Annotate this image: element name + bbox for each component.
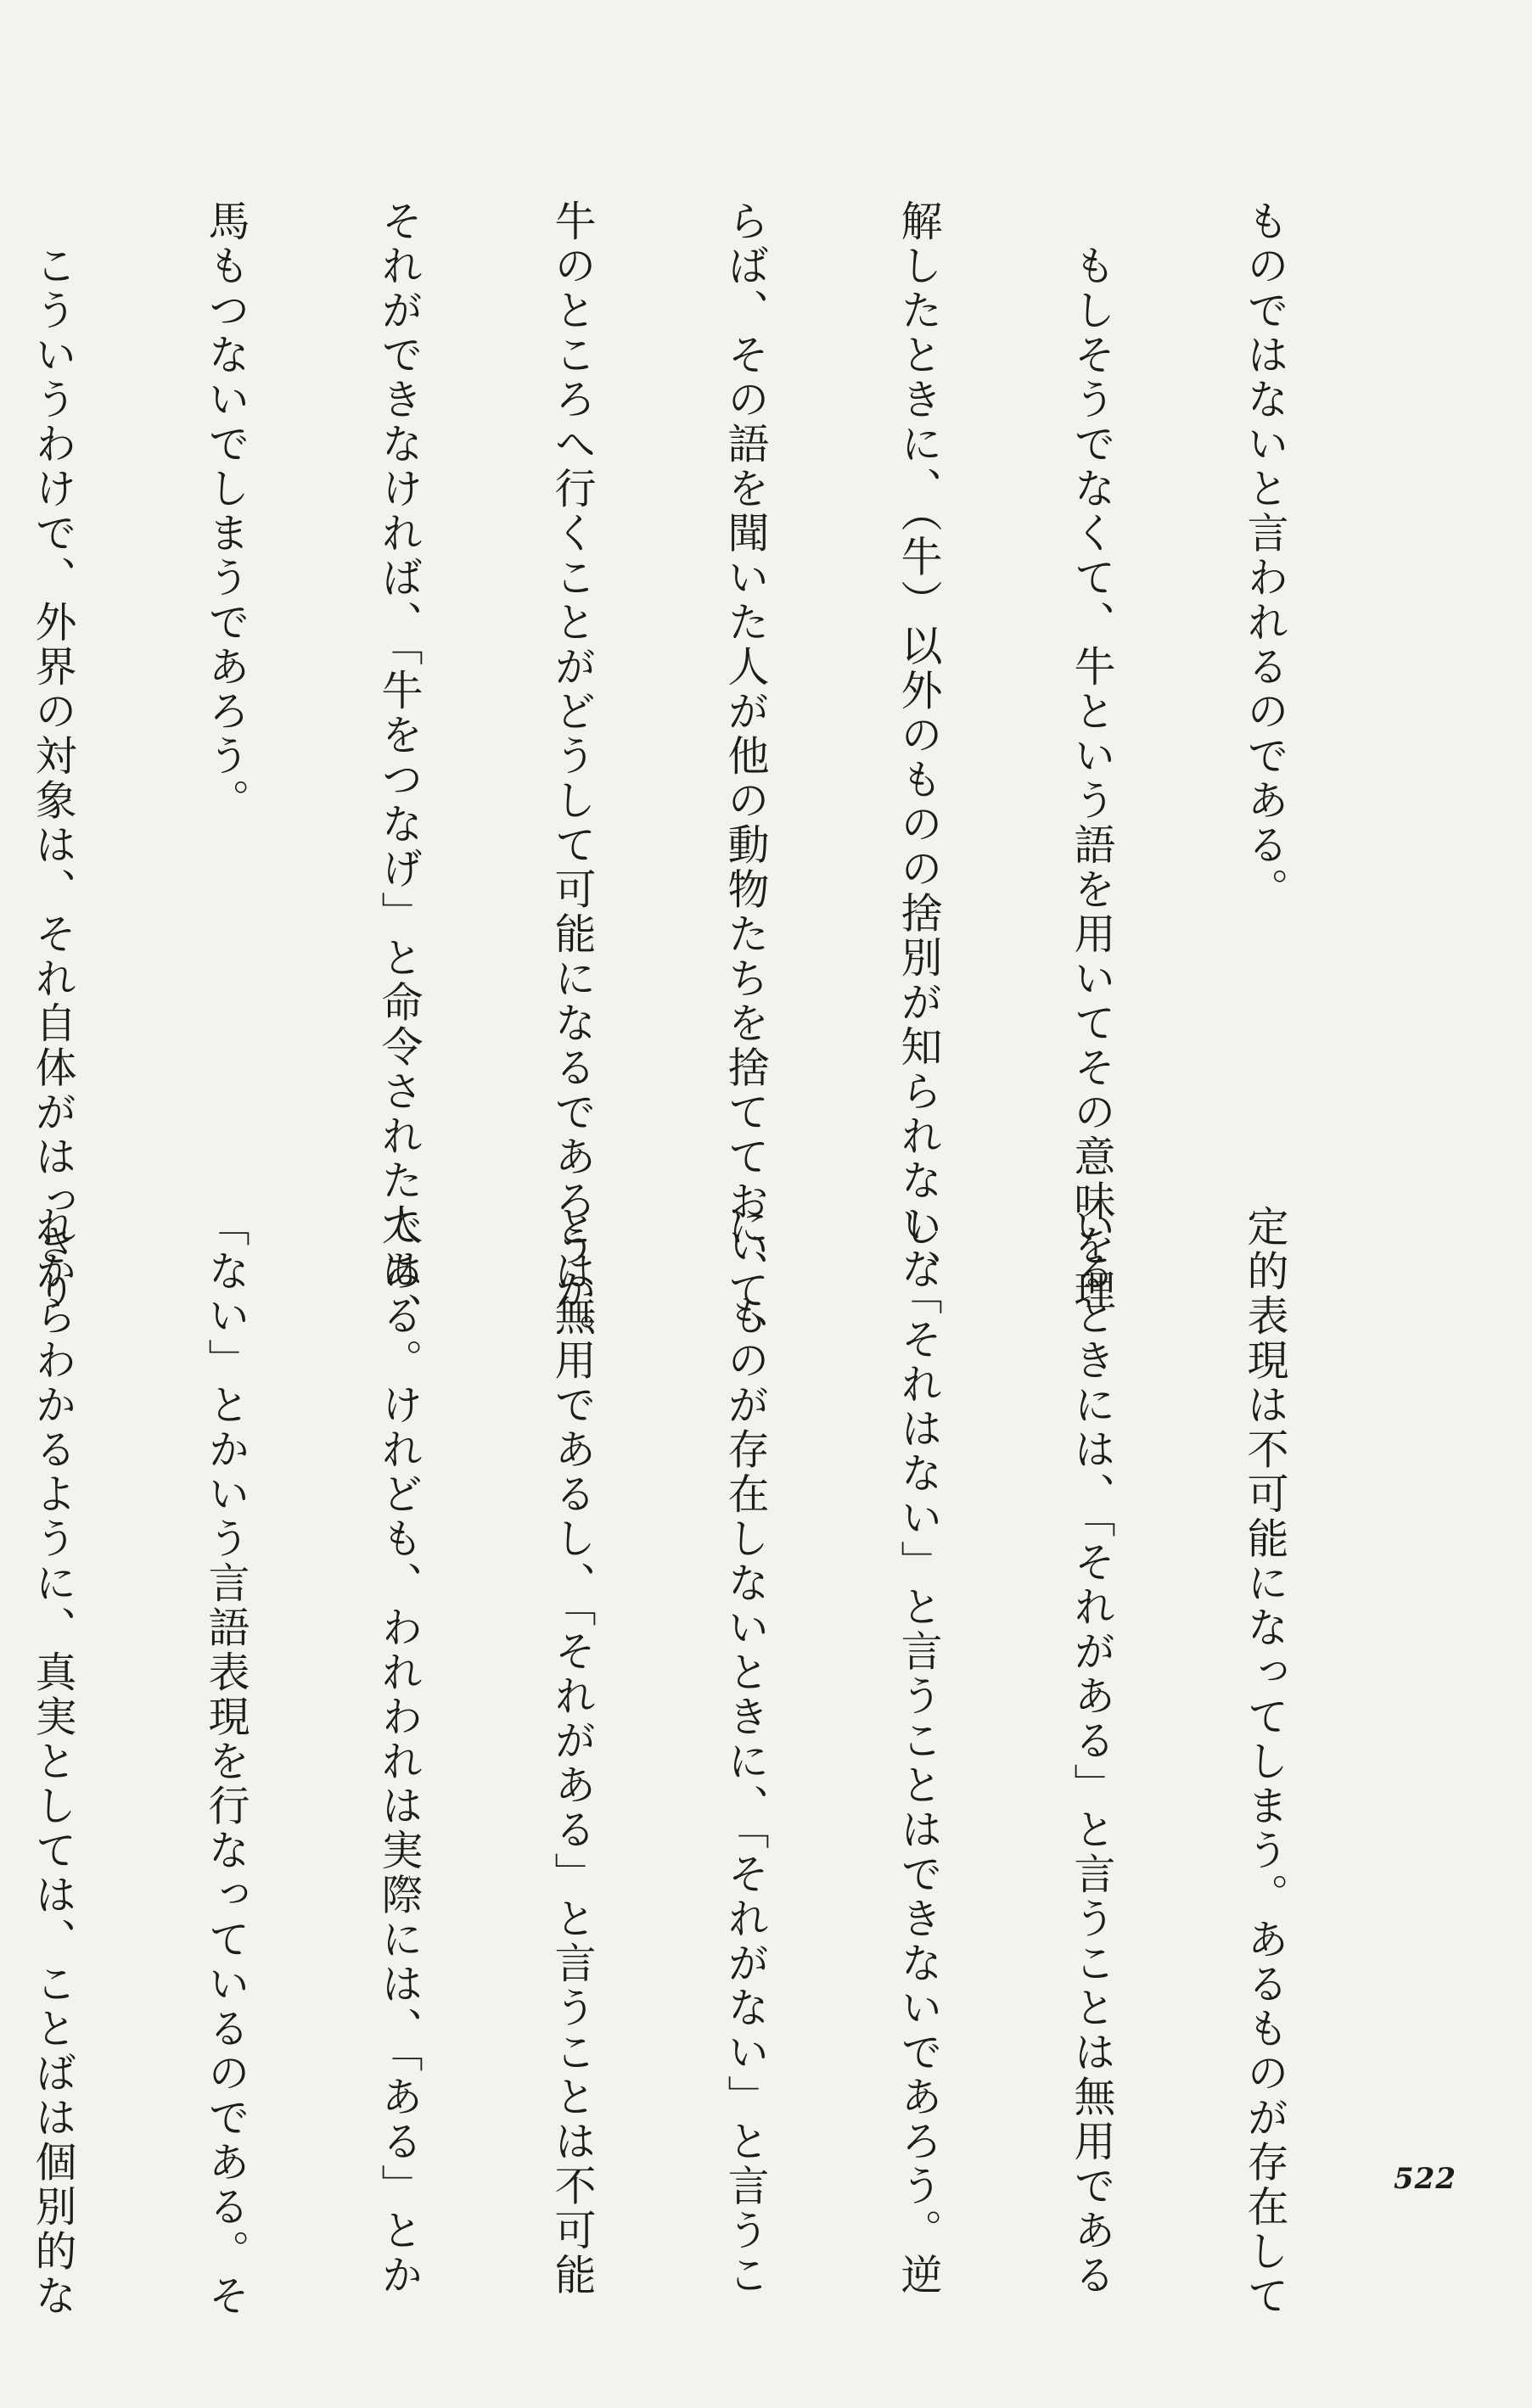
- text-column: 牛のところへ行くことがどうして可能になるであろうか。: [548, 199, 597, 1358]
- text-column: とは無用であるし、「それがある」と言うことは不可能: [548, 1205, 597, 2298]
- text-column: それができなければ、「牛をつなげ」と命令された人は、: [375, 199, 424, 1337]
- text-column: こういうわけで、外界の対象は、それ自体がはっきり: [29, 199, 77, 1313]
- text-column: ものではないと言われるのである。: [1241, 199, 1289, 912]
- page-number: 522: [1394, 2162, 1456, 2196]
- text-column: に、ものが存在しないときに、「それがない」と言うこ: [721, 1205, 770, 2298]
- text-block-bottom: [0, 1205, 1409, 2319]
- text-column: 解したときに、（牛）以外のものの捨別が知られないな: [895, 199, 943, 1292]
- text-column: である。けれども、われわれは実際には、「ある」とか: [375, 1205, 424, 2298]
- text-column: らば、その語を聞いた人が他の動物たちを捨てておいて、: [721, 199, 770, 1358]
- text-column: し、「それはない」と言うことはできないであろう。逆: [895, 1205, 943, 2298]
- text-block-top: [0, 199, 1409, 1358]
- text-column: 定的表現は不可能になってしまう。あるものが存在して: [1241, 1205, 1289, 2319]
- text-column: れからわかるように、真実としては、ことばは個別的な: [29, 1205, 77, 2319]
- text-column: もしそうでなくて、牛という語を用いてその意味を理: [1068, 199, 1116, 1313]
- text-column: 「ない」とかいう言語表現を行なっているのである。そ: [202, 1205, 250, 2319]
- text-column: 馬もつないでしまうであろう。: [202, 199, 250, 823]
- text-column: いるときには、「それがある」と言うことは無用である: [1068, 1205, 1116, 2298]
